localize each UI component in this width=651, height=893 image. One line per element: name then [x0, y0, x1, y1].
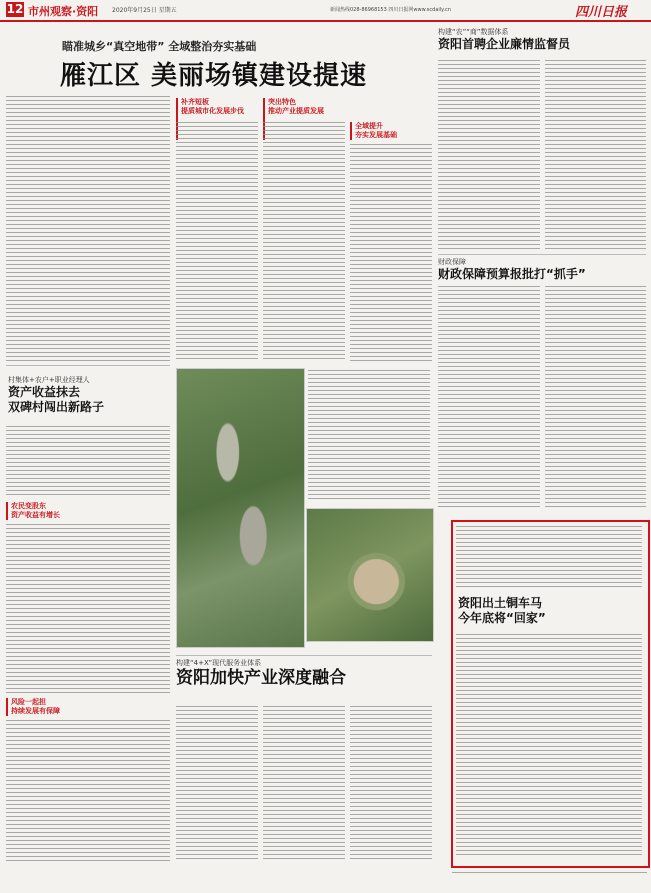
- left-subhead-2: [6, 698, 60, 716]
- left-story-body: [6, 426, 170, 498]
- page-number: 12: [6, 2, 24, 16]
- box-headline-1: 资阳出土铜车马: [458, 596, 543, 610]
- issue-date: 2020年9月25日 星期五: [112, 7, 177, 14]
- lead-body-col-3: [350, 144, 432, 362]
- lead-body-col-1: [176, 122, 258, 362]
- lead-subhead-2-line2: 推动产业提质发展: [268, 107, 324, 115]
- right-body-col-3: [438, 286, 540, 508]
- right-body-col-1: [438, 60, 540, 250]
- right-story-1-kicker: 构建“农”“商”数据体系: [438, 28, 509, 36]
- left-story-title: [8, 376, 170, 415]
- aerial-town-photo: [176, 368, 305, 648]
- divider: [6, 365, 170, 366]
- right-story-1-body: [438, 60, 646, 250]
- bottom-body-col-2: [263, 706, 345, 862]
- bottom-story-title: [176, 655, 432, 689]
- left-story-headline-1: 资产收益抹去: [8, 385, 81, 399]
- box-story-title: [458, 596, 644, 626]
- left-story-body: [6, 524, 170, 694]
- bottom-story-kicker: 构建“4+X”现代服务业体系: [176, 659, 262, 667]
- left-subhead-1-line2: 资产收益有增长: [11, 511, 60, 519]
- section-title: 市州观察·资阳: [28, 5, 99, 18]
- box-body-text: [456, 634, 642, 856]
- right-story-1-headline: 资阳首聘企业廉情监督员: [438, 37, 571, 51]
- right-body-col-4: [545, 286, 647, 508]
- lead-body-col-2: [263, 122, 345, 362]
- newspaper-logo: 四川日报: [575, 5, 628, 20]
- lead-subhead-1-line1: 补齐短板: [181, 98, 209, 106]
- left-subhead-1-line1: 农民变股东: [11, 502, 46, 510]
- lead-subhead-3-line2: 夯实发展基础: [355, 131, 397, 139]
- left-subhead-1: [6, 502, 60, 520]
- right-story-1-title: [438, 28, 646, 52]
- right-story-2-title: [438, 254, 646, 282]
- lead-headline: 雁江区 美丽场镇建设提速: [60, 61, 368, 91]
- box-headline-2: 今年底将“回家”: [458, 611, 546, 625]
- lead-subhead-3-line1: 全域提升: [355, 122, 383, 130]
- box-intro-text: [456, 526, 642, 588]
- photo-caption-text: [308, 370, 430, 502]
- left-subhead-2-line2: 持续发展有保障: [11, 707, 60, 715]
- lead-kicker: 瞄准城乡“真空地带” 全域整治夯实基础: [62, 40, 257, 53]
- right-body-col-2: [545, 60, 647, 250]
- bottom-body-col-1: [176, 706, 258, 862]
- right-story-2-headline: 财政保障预算报批打“抓手”: [438, 267, 586, 281]
- right-story-2-kicker: 财政保障: [438, 258, 466, 266]
- left-story-headline-2: 双碑村闯出新路子: [8, 400, 105, 414]
- right-story-2-body: [438, 286, 646, 508]
- left-story-kicker: 村集体+农户+职业经理人: [8, 376, 90, 384]
- bottom-story-body: [176, 706, 432, 862]
- aerial-site-photo: [306, 508, 434, 642]
- lead-subhead-2-line1: 突出特色: [268, 98, 296, 106]
- bottom-body-col-3: [350, 706, 432, 862]
- lead-body-columns: [176, 122, 432, 362]
- left-story-body: [6, 720, 170, 862]
- lead-body-text: [6, 96, 170, 361]
- lead-subhead-1-line2: 提质城市化发展步伐: [181, 107, 244, 115]
- bottom-story-headline: 资阳加快产业深度融合: [176, 668, 346, 688]
- page-footer: [452, 872, 647, 875]
- hotline-info: 新闻热线028-86968153 四川日报网www.scdaily.cn: [330, 7, 451, 13]
- left-subhead-2-line1: 风险一起担: [11, 698, 46, 706]
